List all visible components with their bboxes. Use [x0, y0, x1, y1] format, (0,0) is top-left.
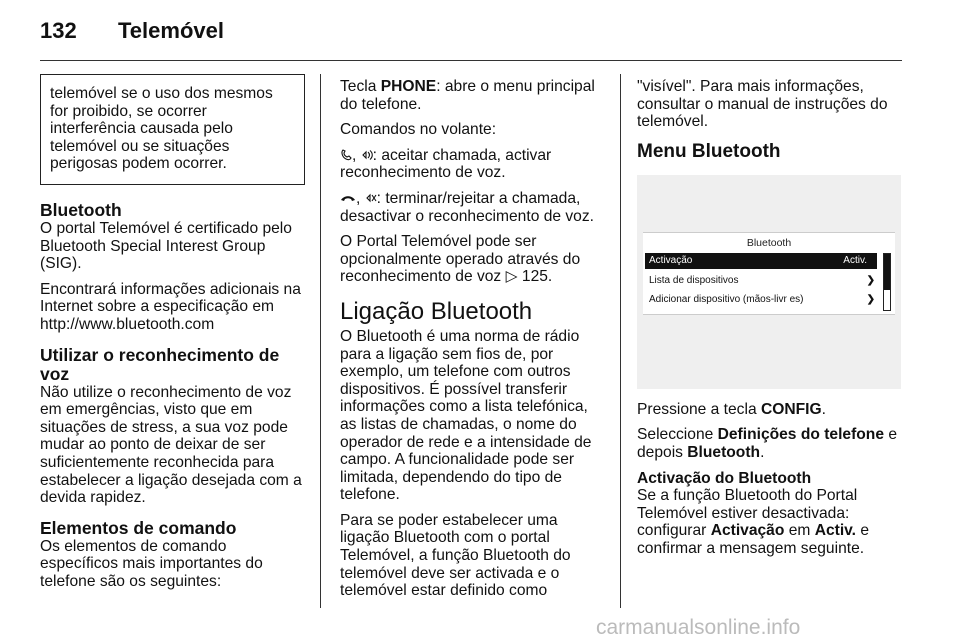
chevron-right-icon: ❯	[866, 274, 875, 286]
activ-label: Activ.	[814, 522, 857, 540]
scrollbar	[883, 253, 891, 311]
voice-operation-paragraph	[340, 233, 608, 286]
phone-post: : abre o menu principal do telefone.	[340, 78, 595, 113]
page-reference-icon: ▷	[505, 268, 518, 286]
menu-row-value: Activ.	[843, 254, 867, 266]
phone-pre: Tecla	[340, 78, 381, 95]
accept-call-text: : aceitar chamada, activar reconhecimento de voz.	[340, 146, 552, 182]
menu-bluetooth-heading: Menu Bluetooth	[637, 140, 781, 162]
voice-op-text: O Portal Telemóvel pode ser opcionalmente operado através do reconhecimento de voz	[340, 233, 581, 286]
controls-paragraph: Os elementos de comando específicos mais importantes do telefone são os seguintes:	[40, 537, 263, 590]
select-post: .	[760, 443, 765, 461]
press-config-paragraph	[637, 401, 902, 419]
column-1	[40, 74, 305, 598]
voice-off-icon	[365, 192, 377, 204]
visible-continuation: "visível". Para mais informações, consultar o manual de instruções do telemóvel.	[637, 78, 888, 131]
ligacao-paragraph-1: O Bluetooth é uma norma de rádio para a ligação sem fios de, por exemplo, um telefone com outros dispositivos. É possível transferir informações como a lista telefónica, as listas de chamadas, o nome do operador de rede e a intensidade de campo. A funcionalidade pode ser limitada, dependendo do tipo de telefone.	[340, 327, 592, 504]
warning-box	[40, 74, 305, 185]
page-reference: 125.	[521, 268, 553, 286]
bluetooth-label: Bluetooth	[687, 443, 761, 461]
bluetooth-menu-screenshot	[637, 175, 901, 389]
end-call-paragraph: , : terminar/rejeitar a chamada, desactivar o reconhecimento de voz.	[340, 189, 594, 225]
activation-heading: Activação do Bluetooth	[637, 469, 812, 487]
hang-up-icon	[340, 192, 356, 204]
voice-paragraph: Não utilize o reconhecimento de voz em emergências, visto que em situações de stress, a sua voz pode mudar ao ponto de deixar de ser suficientemente reconhecida para estabelecer a ligação desejada com a devida rapidez.	[40, 383, 302, 507]
column-divider-2	[620, 74, 621, 608]
scrollbar-thumb	[884, 254, 890, 290]
voice-command-icon	[361, 149, 373, 161]
steering-controls: Comandos no volante:	[340, 121, 497, 139]
activation-label: Activação	[710, 522, 785, 540]
end-call-text: : terminar/rejeitar a chamada, desactivar o reconhecimento de voz.	[340, 189, 594, 225]
select-pre: Seleccione	[637, 426, 718, 444]
bluetooth-paragraph-1: O portal Telemóvel é certificado pelo Bluetooth Special Interest Group (SIG).	[40, 219, 292, 273]
warning-text: telemóvel se o uso dos mesmos for proibido, se ocorrer interferência causada pelo telemóvel ou se situações perigosas podem ocorrer.	[50, 85, 273, 173]
menu-row-activation	[645, 253, 877, 269]
page-number: 132	[40, 18, 77, 43]
bluetooth-heading: Bluetooth	[40, 199, 122, 220]
watermark: carmanualsonline.info	[596, 616, 801, 639]
column-3	[637, 78, 902, 566]
activation-mid: em	[784, 522, 815, 540]
menu-row-label: Activação	[649, 254, 693, 266]
header-rule	[40, 60, 902, 61]
config-key: CONFIG	[760, 400, 822, 418]
phone-key-paragraph	[340, 78, 608, 113]
activation-post: e confirmar a mensagem seguinte.	[637, 522, 870, 557]
phone-key: PHONE	[380, 78, 437, 95]
menu-row-label: Adicionar dispositivo (mãos-livr es)	[649, 293, 804, 305]
press-post: .	[821, 400, 826, 418]
phone-handset-icon	[340, 149, 352, 161]
page-header	[0, 0, 960, 62]
activation-paragraph	[637, 487, 902, 557]
ligacao-heading: Ligação Bluetooth	[340, 297, 533, 325]
phone-settings-label: Definições do telefone	[717, 426, 884, 444]
bluetooth-paragraph-2: Encontrará informações adicionais na Internet sobre a especificação em http://www.bluetooth.com	[40, 280, 301, 333]
chevron-right-icon: ❯	[866, 293, 875, 305]
press-pre: Pressione a tecla	[637, 400, 761, 418]
activation-pre: Se a função Bluetooth do Portal Telemóvel estiver desactivada: configurar	[637, 487, 858, 540]
display-screen	[643, 232, 895, 315]
column-divider	[320, 74, 321, 608]
ligacao-paragraph-2: Para se poder estabelecer uma ligação Bluetooth com o portal Telemóvel, a função Bluetooth do telemóvel deve ser activada e o telemóvel estar definido como	[340, 511, 571, 600]
screen-title: Bluetooth	[746, 236, 792, 249]
select-paragraph	[637, 426, 902, 461]
controls-heading: Elementos de comando	[40, 517, 237, 538]
select-mid: e depois	[637, 426, 898, 461]
column-2	[340, 78, 608, 608]
menu-row-add-device	[645, 292, 877, 308]
accept-call-paragraph: , : aceitar chamada, activar reconhecimento de voz.	[340, 146, 552, 182]
voice-heading: Utilizar o reconhecimento de voz	[40, 344, 280, 384]
menu-row-device-list	[645, 273, 877, 289]
page-title: Telemóvel	[118, 18, 224, 43]
menu-row-label: Lista de dispositivos	[649, 274, 739, 286]
